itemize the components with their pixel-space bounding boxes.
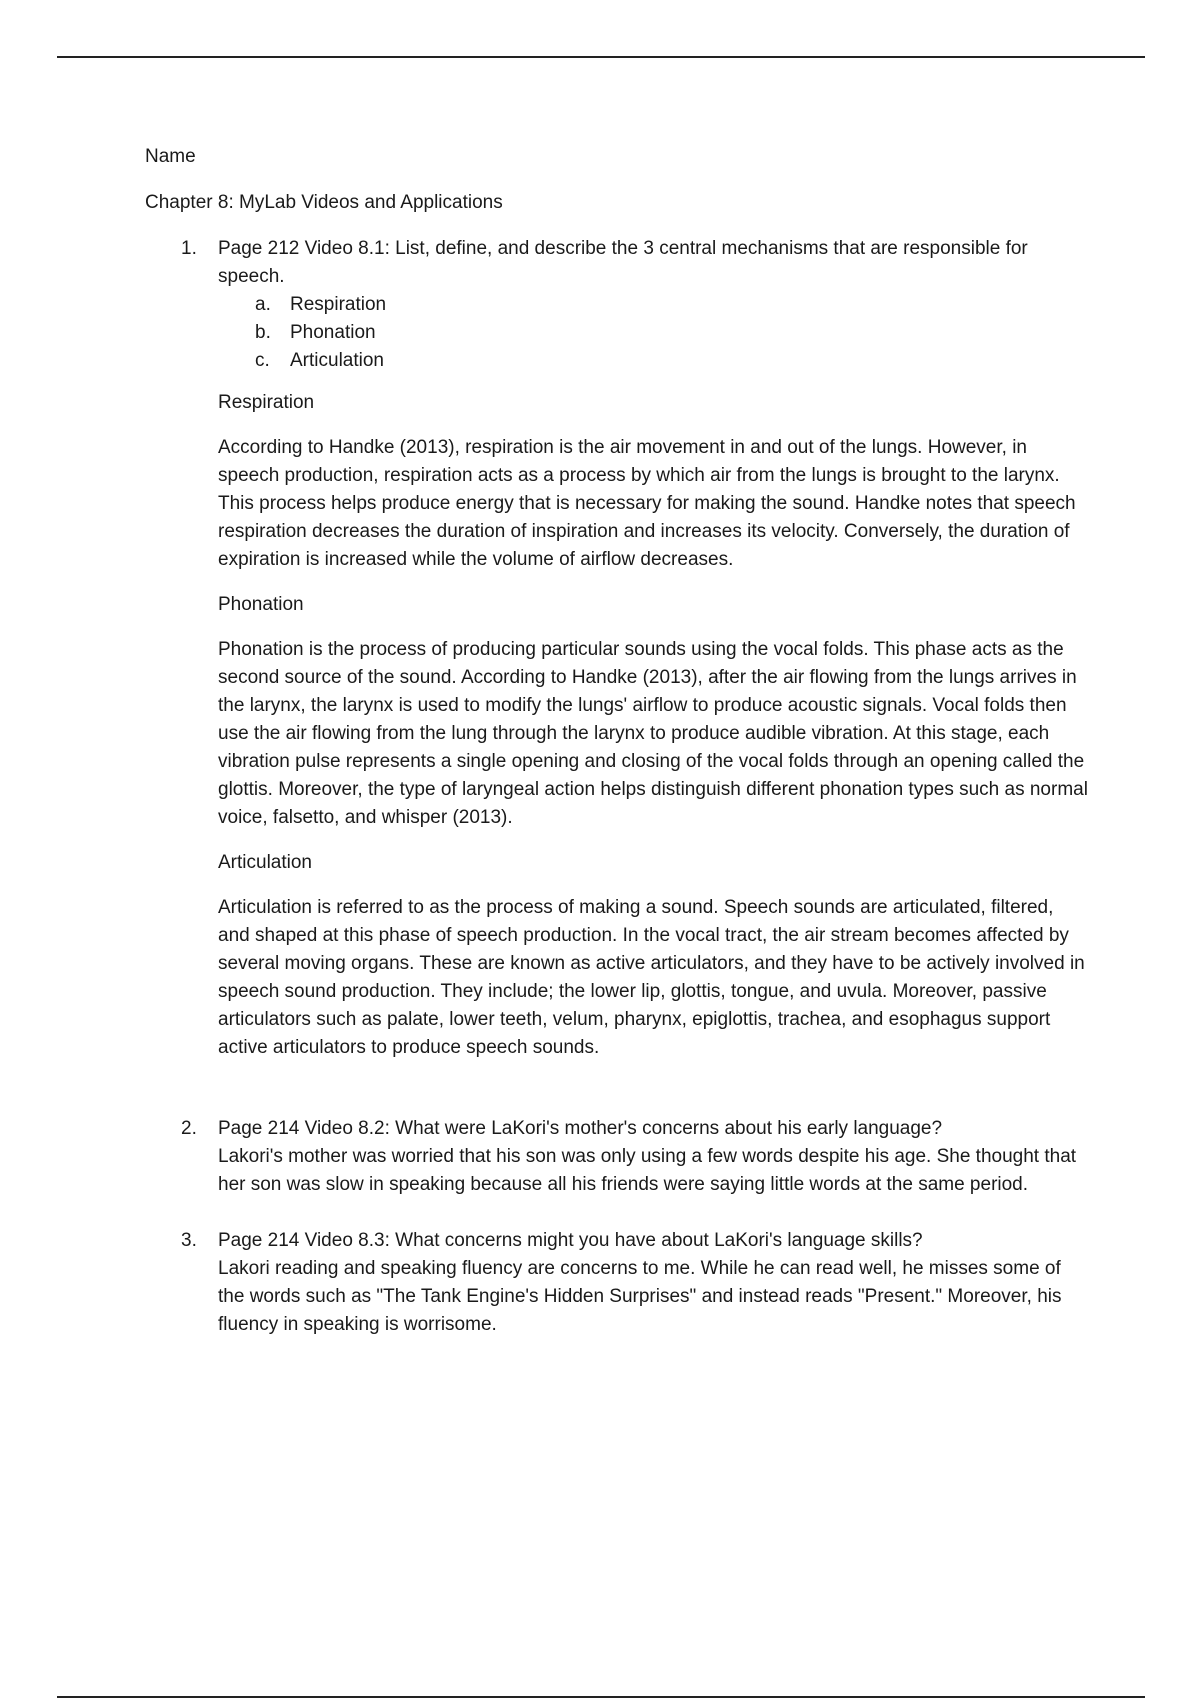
header-rule <box>57 56 1145 58</box>
list-item <box>145 291 1090 319</box>
section-heading-respiration: Respiration <box>218 392 315 413</box>
question-number: 1. <box>181 238 197 259</box>
list-item <box>145 347 1090 375</box>
list-text: Respiration <box>290 294 387 315</box>
section-body-articulation: Articulation is referred to as the process of making a sound. Speech sounds are articulated, filtered, and shaped at this phase of speech production. In the vocal tract, the air stream becomes affected by several moving organs. These are known as active articulators, and they have to be actively involved in speech sound production. They include; the lower lip, glottis, tongue, and uvula. Moreover, passive articulators such as palate, lower teeth, velum, pharynx, epiglottis, trachea, and esophagus support active articulators to produce speech sounds. <box>218 897 1085 1058</box>
question-number: 2. <box>181 1118 197 1139</box>
list-letter: b. <box>255 322 271 343</box>
question-2 <box>145 1115 1090 1199</box>
list-text: Phonation <box>290 322 376 343</box>
question-1 <box>145 235 1090 291</box>
question-number: 3. <box>181 1230 197 1251</box>
question-answer: Lakori's mother was worried that his son was only using a few words despite his age. She thought that her son was slow in speaking because all his friends were saying little words at the same period. <box>218 1146 1077 1195</box>
list-item <box>145 319 1090 347</box>
section-body-phonation: Phonation is the process of producing particular sounds using the vocal folds. This phase acts as the second source of the sound. According to Handke (2013), after the air flowing from the lungs arrives in the larynx, the larynx is used to modify the lungs' airflow to produce acoustic signals. Vocal folds then use the air flowing from the lung through the larynx to produce audible vibration. At this stage, each vibration pulse represents a single opening and closing of the vocal folds through an opening called the glottis. Moreover, the type of laryngeal action helps distinguish different phonation types such as normal voice, falsetto, and whisper (2013). <box>218 639 1088 828</box>
section-heading-articulation: Articulation <box>218 852 312 873</box>
list-letter: c. <box>255 350 270 371</box>
name-label: Name <box>145 146 196 167</box>
document-page <box>145 143 1090 1339</box>
footer-rule <box>57 1696 1145 1698</box>
section-heading-phonation: Phonation <box>218 594 304 615</box>
chapter-title: Chapter 8: MyLab Videos and Applications <box>145 192 503 213</box>
question-answer: Lakori reading and speaking fluency are concerns to me. While he can read well, he misses some of the words such as "The Tank Engine's Hidden Surprises" and instead reads "Present." Moreover, his fluency in speaking is worrisome. <box>218 1258 1062 1335</box>
question-prompt: Page 212 Video 8.1: List, define, and describe the 3 central mechanisms that are responsible for speech. <box>218 238 1028 287</box>
section-body-respiration: According to Handke (2013), respiration is the air movement in and out of the lungs. However, in speech production, respiration acts as a process by which air from the lungs is brought to the larynx. This process helps produce energy that is necessary for making the sound. Handke notes that speech respiration decreases the duration of inspiration and increases its velocity. Conversely, the duration of expiration is increased while the volume of airflow decreases. <box>218 437 1076 570</box>
question-prompt: Page 214 Video 8.2: What were LaKori's mother's concerns about his early language? <box>218 1118 943 1139</box>
question-prompt: Page 214 Video 8.3: What concerns might you have about LaKori's language skills? <box>218 1230 923 1251</box>
list-text: Articulation <box>290 350 384 371</box>
list-letter: a. <box>255 294 271 315</box>
question-3 <box>145 1227 1090 1339</box>
spacer <box>145 1079 1090 1115</box>
